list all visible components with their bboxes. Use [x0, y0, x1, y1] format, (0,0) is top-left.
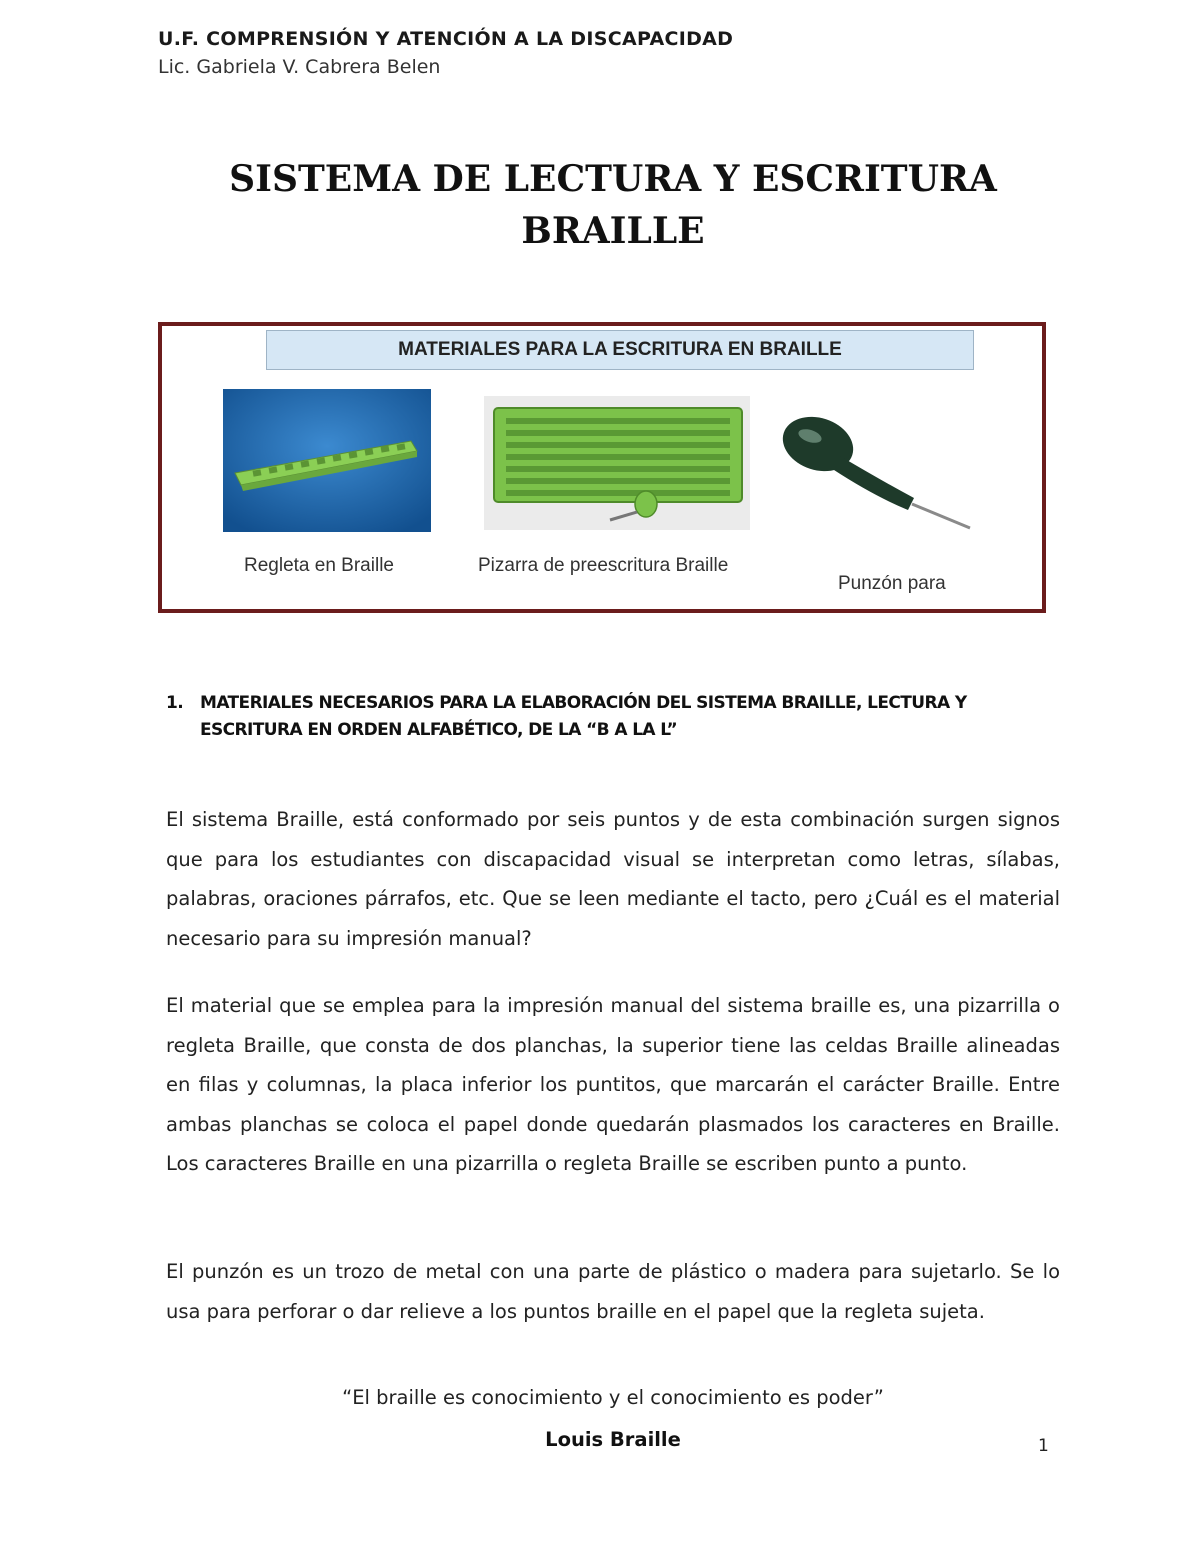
section-heading-text: MATERIALES NECESARIOS PARA LA ELABORACIÓN DEL SISTEMA BRAILLE, LECTURA Y ESCRITURA EN ORDEN ALFABÉTICO, DE LA “B A LA L” [200, 693, 967, 740]
pizarra-photo [484, 396, 750, 530]
section-heading [166, 690, 1056, 744]
regleta-photo [223, 389, 431, 532]
document-title-line2: BRAILLE [521, 210, 705, 252]
paragraph-2: El material que se emplea para la impresión manual del sistema braille es, una pizarrilla o regleta Braille, que consta de dos planchas, la superior tiene las celdas Braille alineadas en filas y columnas, la placa inferior los puntitos, que marcarán el carácter Braille. Entre ambas planchas se coloca el papel donde quedarán plasmados los caracteres en Braille. Los caracteres Braille en una pizarrilla o regleta Braille se escriben punto a punto. [166, 994, 1060, 1175]
document-header-unit: U.F. COMPRENSIÓN Y ATENCIÓN A LA DISCAPACIDAD [158, 28, 734, 50]
section-number: 1. [166, 693, 184, 713]
punzon-photo [774, 386, 1000, 546]
caption-pizarra: Pizarra de preescritura Braille [478, 555, 729, 576]
materials-figure [158, 322, 1046, 613]
paragraph-3: El punzón es un trozo de metal con una parte de plástico o madera para sujetarlo. Se lo usa para perforar o dar relieve a los puntos braille en el papel que la regleta sujeta. [166, 1260, 1060, 1323]
paragraph-1: El sistema Braille, está conformado por seis puntos y de esta combinación surgen signos que para los estudiantes con discapacidad visual se interpretan como letras, sílabas, palabras, oraciones párrafos, etc. Que se leen mediante el tacto, pero ¿Cuál es el material necesario para su impresión manual? [166, 808, 1060, 950]
quote-text: “El braille es conocimiento y el conocimiento es poder” [342, 1386, 884, 1409]
document-header-author: Lic. Gabriela V. Cabrera Belen [158, 56, 441, 78]
document-title-line1: SISTEMA DE LECTURA Y ESCRITURA [229, 158, 997, 200]
page-number: 1 [1038, 1436, 1049, 1456]
caption-punzon: Punzón para [838, 573, 946, 594]
quote-author: Louis Braille [545, 1428, 681, 1451]
figure-banner: MATERIALES PARA LA ESCRITURA EN BRAILLE [266, 330, 974, 370]
caption-regleta: Regleta en Braille [244, 555, 394, 576]
